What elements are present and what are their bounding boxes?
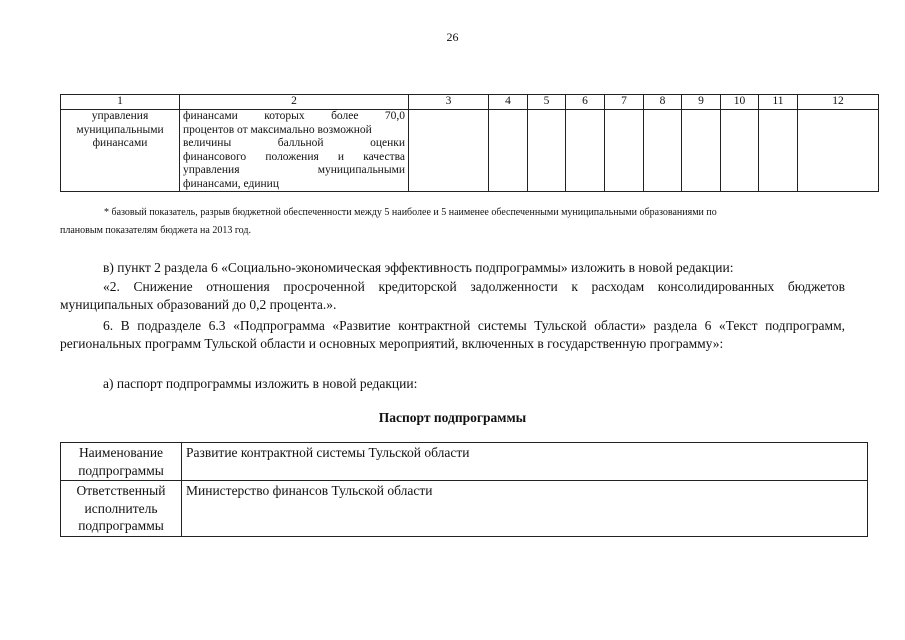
page-number: 26	[446, 30, 459, 44]
cell-line: процентов от максимально возможной	[183, 123, 372, 136]
table-cell	[759, 110, 798, 192]
passport-row	[61, 443, 868, 481]
cell-line: управления муниципальными	[183, 164, 405, 176]
label-line: исполнитель	[84, 500, 158, 516]
table-cell	[605, 110, 644, 192]
passport-row	[61, 481, 868, 537]
table-cell	[798, 110, 879, 192]
passport-label	[61, 443, 182, 481]
passport-title: Паспорт подпрограммы	[378, 410, 527, 425]
footnote-line-2: плановым показателям бюджета на 2013 год.	[60, 225, 251, 236]
column-number: 11	[759, 95, 798, 110]
column-number: 8	[644, 95, 682, 110]
column-number: 2	[180, 95, 409, 110]
cell-line: финансами которых более 70,0	[183, 110, 405, 122]
label-line: Наименование	[78, 445, 164, 460]
label-line: Ответственный	[76, 483, 166, 498]
column-number: 3	[409, 95, 489, 110]
cell-line: величины балльной оценки	[183, 137, 405, 149]
passport-label	[61, 481, 182, 537]
table-cell	[721, 110, 759, 192]
table-cell	[489, 110, 528, 192]
column-number: 7	[605, 95, 644, 110]
cell-line: финансового положения и качества	[183, 150, 405, 163]
footnote-line-1: * базовый показатель, разрыв бюджетной обеспеченности между 5 наиболее и 5 наименее обеспеченными муниципальными образованиями по	[104, 207, 717, 218]
table-row	[61, 110, 879, 192]
table-cell	[644, 110, 682, 192]
table-cell	[409, 110, 489, 192]
column-number: 4	[489, 95, 528, 110]
cell-line: финансами, единиц	[183, 177, 279, 190]
passport-value: Министерство финансов Тульской области	[182, 481, 868, 537]
column-number: 9	[682, 95, 721, 110]
cell-line: муниципальными	[76, 123, 164, 136]
table-cell	[528, 110, 566, 192]
label-line: подпрограммы	[78, 518, 164, 533]
cell-line: управления	[91, 110, 149, 122]
passport-table	[60, 442, 868, 537]
paragraph-point-6: 6. В подразделе 6.3 «Подпрограмма «Развитие контрактной системы Тульской области» раздела 6 «Текст подпрограмм, региональных программ Тульской области и основных мероприятий, включенных в государственную программу»:	[60, 318, 845, 351]
column-number: 6	[566, 95, 605, 110]
cell-line: финансами	[92, 137, 148, 149]
table-header-row	[61, 95, 879, 110]
column-number: 5	[528, 95, 566, 110]
column-number: 1	[61, 95, 180, 110]
paragraph-point-a: а) паспорт подпрограммы изложить в новой редакции:	[103, 376, 418, 391]
column-number: 10	[721, 95, 759, 110]
column-number: 12	[798, 95, 879, 110]
table-cell	[566, 110, 605, 192]
paragraph-quote-2: «2. Снижение отношения просроченной кредиторской задолженности к расходам консолидированных бюджетов муниципальных образований до 0,2 процента.».	[60, 279, 845, 312]
passport-value: Развитие контрактной системы Тульской области	[182, 443, 868, 481]
label-line: подпрограммы	[78, 462, 164, 478]
indicator-name-cell	[180, 110, 409, 192]
paragraph-point-v: в) пункт 2 раздела 6 «Социально-экономическая эффективность подпрограммы» изложить в новой редакции:	[103, 260, 734, 275]
table-cell	[682, 110, 721, 192]
indicator-table	[60, 94, 879, 192]
responsible-cell	[61, 110, 180, 192]
